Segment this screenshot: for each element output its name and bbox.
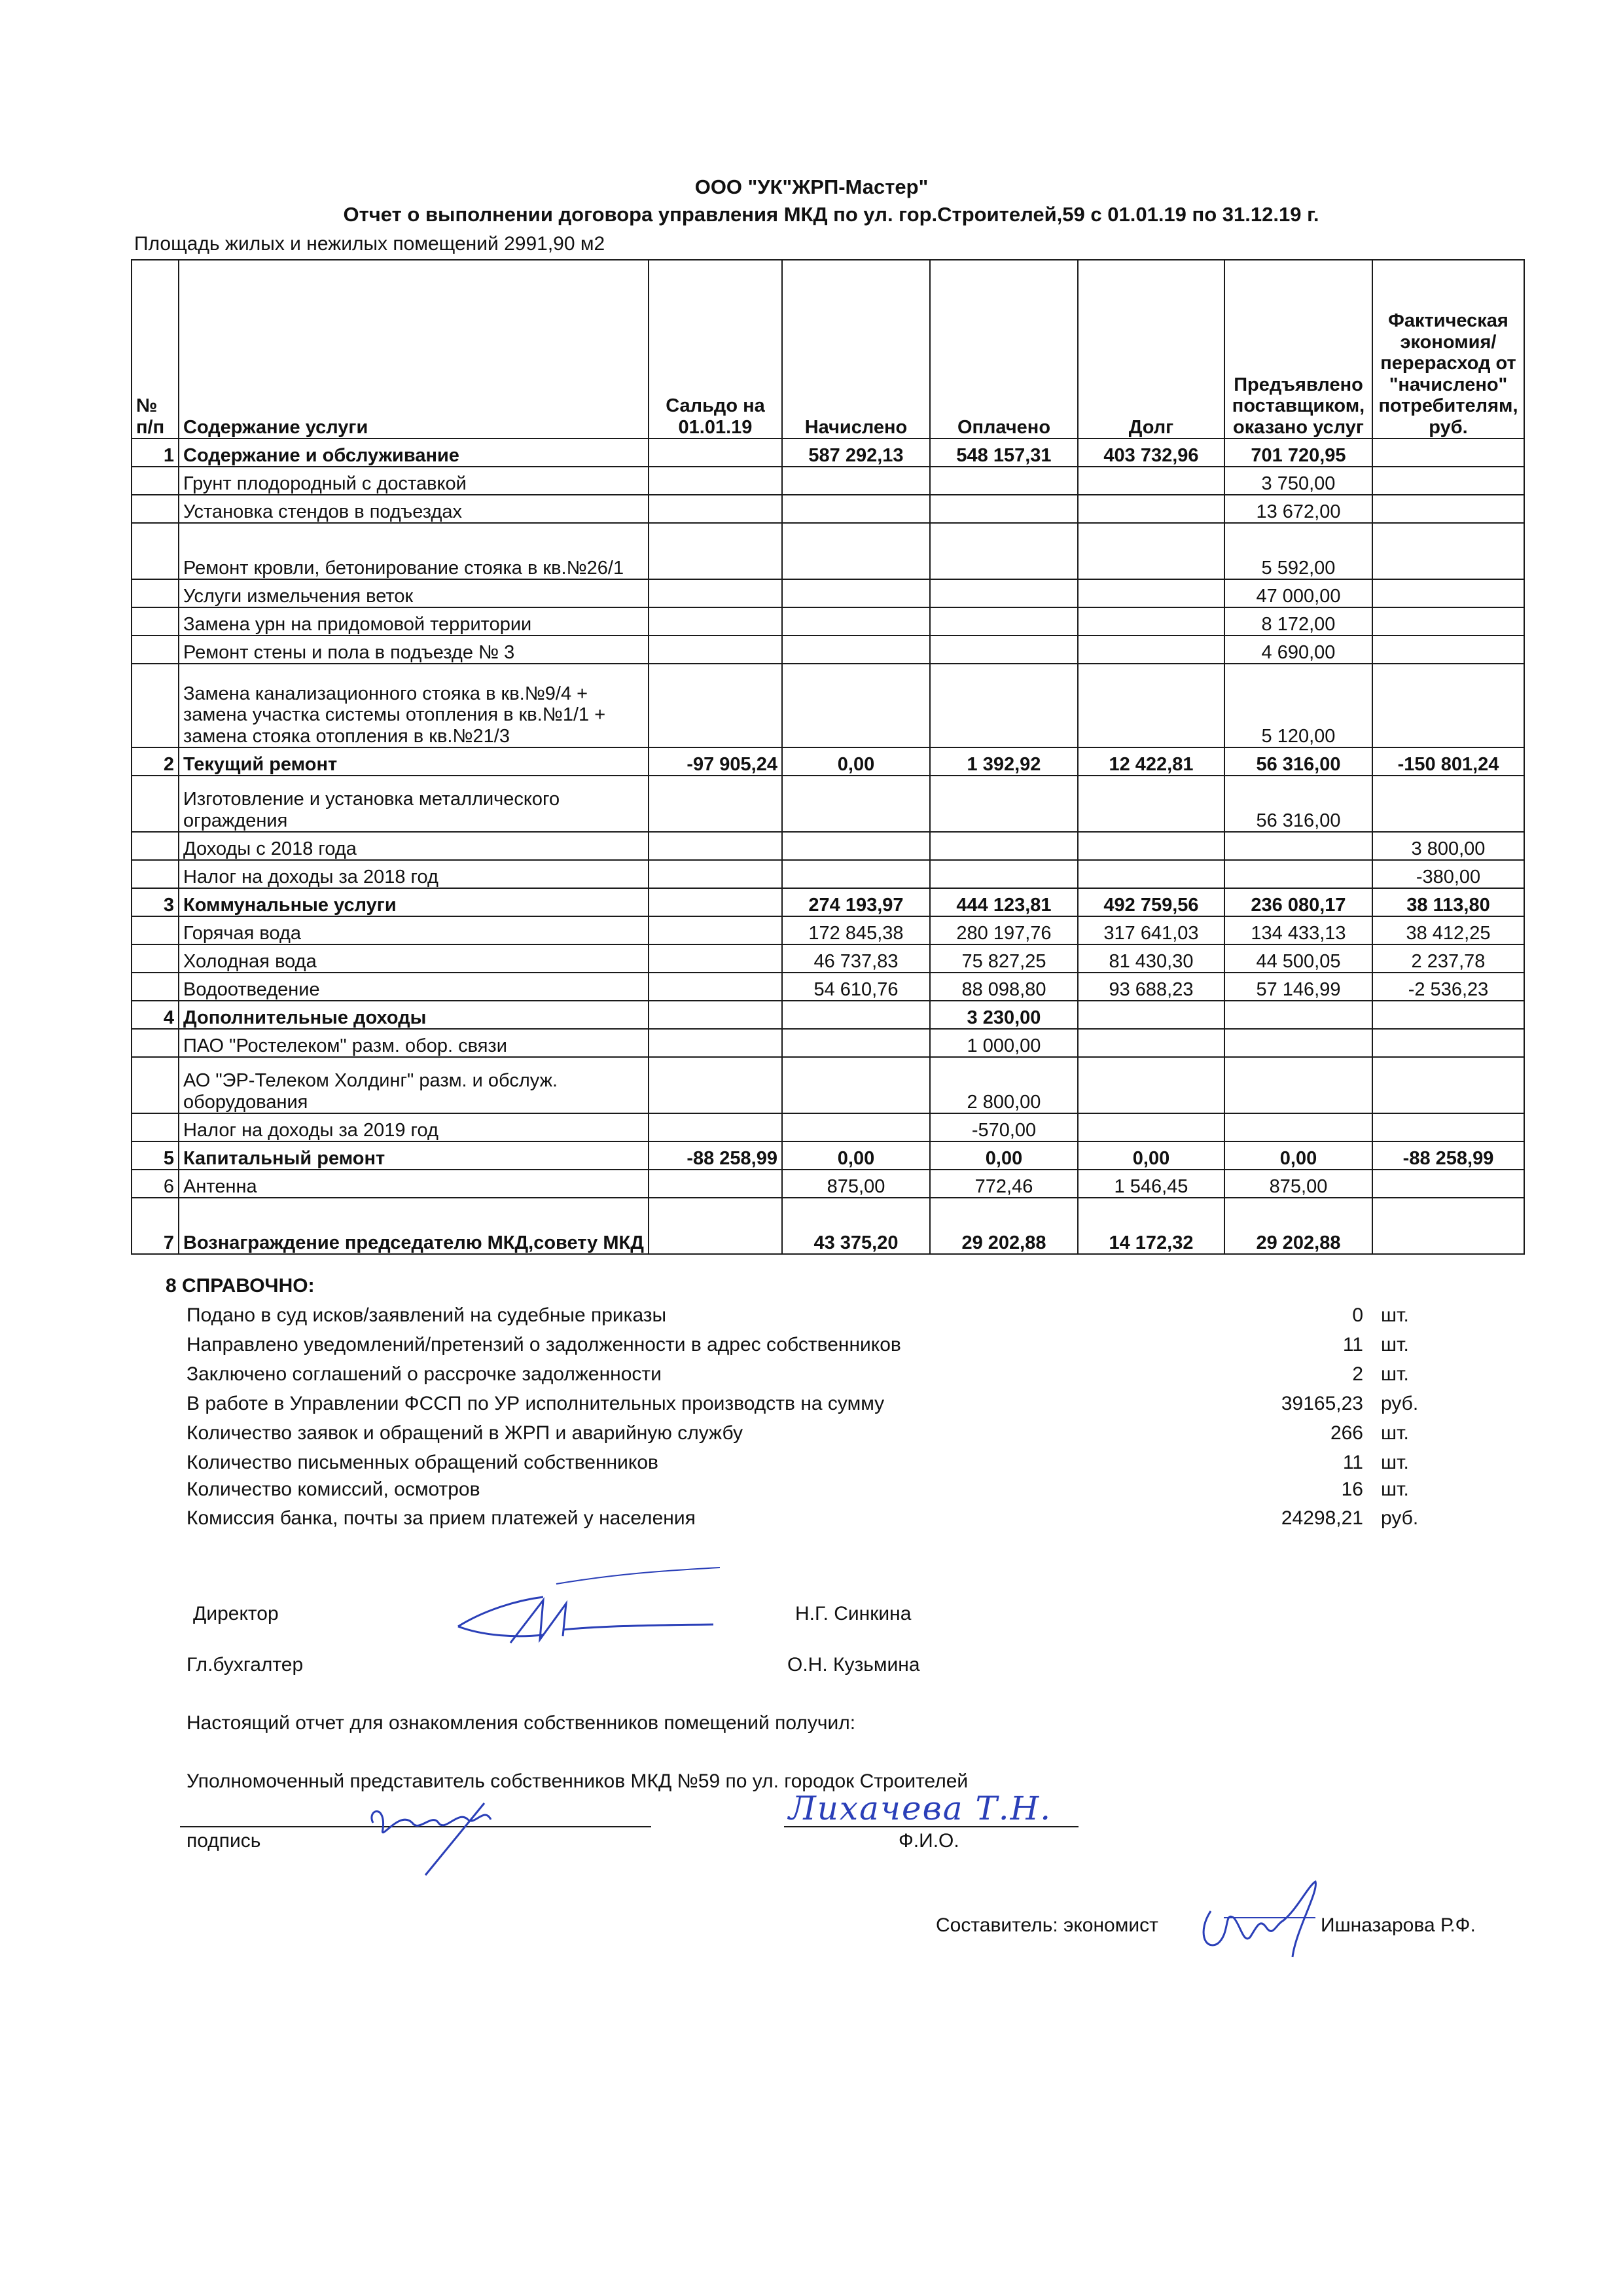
table-row — [132, 1170, 1524, 1198]
cell-paid — [930, 523, 1078, 579]
cell-actual: -88 258,99 — [1372, 1141, 1524, 1170]
cell-num — [132, 1029, 179, 1057]
reference-label: Заключено соглашений о рассрочке задолженности — [187, 1363, 662, 1385]
cell-charged — [782, 860, 930, 888]
cell-num: 7 — [132, 1198, 179, 1254]
table-row — [132, 636, 1524, 664]
cell-supplied: 5 592,00 — [1224, 523, 1372, 579]
cell-supplied — [1224, 860, 1372, 888]
cell-service: Коммунальные услуги — [179, 888, 649, 916]
cell-balance — [649, 579, 782, 607]
director-signature — [445, 1564, 720, 1662]
cell-paid — [930, 832, 1078, 860]
cell-num — [132, 607, 179, 636]
cell-service: Дополнительные доходы — [179, 1001, 649, 1029]
cell-num: 5 — [132, 1141, 179, 1170]
reference-unit: шт. — [1381, 1304, 1409, 1326]
cell-service: Доходы с 2018 года — [179, 832, 649, 860]
cell-balance — [649, 860, 782, 888]
cell-supplied — [1224, 832, 1372, 860]
cell-service: Установка стендов в подъездах — [179, 495, 649, 523]
cell-supplied: 3 750,00 — [1224, 467, 1372, 495]
cell-charged — [782, 636, 930, 664]
cell-num — [132, 973, 179, 1001]
cell-charged — [782, 579, 930, 607]
cell-service: Изготовление и установка металлического ограждения — [179, 776, 649, 832]
cell-balance — [649, 944, 782, 973]
cell-supplied — [1224, 1029, 1372, 1057]
table-row — [132, 607, 1524, 636]
cell-balance — [649, 523, 782, 579]
report-title: Отчет о выполнении договора управления МКД по ул. гор.Строителей,59 с 01.01.19 по 31.12.19 г. — [343, 203, 1319, 226]
table-row — [132, 1113, 1524, 1141]
reference-value: 11 — [1342, 1334, 1363, 1355]
cell-service: ПАО "Ростелеком" разм. обор. связи — [179, 1029, 649, 1057]
reference-value: 2 — [1352, 1363, 1363, 1385]
cell-service: Ремонт стены и пола в подъезде № 3 — [179, 636, 649, 664]
cell-debt — [1078, 607, 1224, 636]
table-row — [132, 1057, 1524, 1113]
table-row — [132, 1001, 1524, 1029]
cell-debt: 93 688,23 — [1078, 973, 1224, 1001]
cell-num: 4 — [132, 1001, 179, 1029]
cell-num — [132, 467, 179, 495]
reference-unit: шт. — [1381, 1422, 1409, 1444]
cell-charged — [782, 523, 930, 579]
reference-value: 11 — [1342, 1452, 1363, 1473]
table-row — [132, 888, 1524, 916]
cell-supplied — [1224, 1113, 1372, 1141]
sign-caption: подпись — [187, 1830, 261, 1852]
cell-debt: 317 641,03 — [1078, 916, 1224, 944]
table-row — [132, 523, 1524, 579]
cell-charged: 43 375,20 — [782, 1198, 930, 1254]
cell-debt: 81 430,30 — [1078, 944, 1224, 973]
header-paid: Оплачено — [930, 260, 1078, 439]
cell-balance — [649, 973, 782, 1001]
cell-actual — [1372, 664, 1524, 747]
cell-paid: 1 392,92 — [930, 747, 1078, 776]
reference-value: 0 — [1352, 1304, 1363, 1326]
cell-supplied — [1224, 1001, 1372, 1029]
cell-charged: 54 610,76 — [782, 973, 930, 1001]
cell-supplied: 44 500,05 — [1224, 944, 1372, 973]
cell-debt: 0,00 — [1078, 1141, 1224, 1170]
cell-paid: 88 098,80 — [930, 973, 1078, 1001]
header-actual: Фактическая экономия/перерасход от "начислено" потребителям, руб. — [1372, 260, 1524, 439]
cell-paid: 75 827,25 — [930, 944, 1078, 973]
cell-actual — [1372, 776, 1524, 832]
representative-text: Уполномоченный представитель собственников МКД №59 по ул. городок Строителей — [187, 1770, 969, 1792]
table-row — [132, 1198, 1524, 1254]
header-num: № п/п — [132, 260, 179, 439]
reference-label: Количество письменных обращений собственников — [187, 1452, 658, 1473]
cell-actual: 38 113,80 — [1372, 888, 1524, 916]
cell-num: 3 — [132, 888, 179, 916]
cell-balance — [649, 607, 782, 636]
cell-charged: 46 737,83 — [782, 944, 930, 973]
reference-unit: шт. — [1381, 1363, 1409, 1385]
cell-debt: 12 422,81 — [1078, 747, 1224, 776]
area-info: Площадь жилых и нежилых помещений 2991,90 м2 — [134, 233, 605, 255]
cell-actual — [1372, 523, 1524, 579]
cell-supplied: 47 000,00 — [1224, 579, 1372, 607]
table-row — [132, 860, 1524, 888]
cell-charged — [782, 1029, 930, 1057]
cell-charged — [782, 1113, 930, 1141]
cell-num — [132, 664, 179, 747]
cell-charged: 0,00 — [782, 747, 930, 776]
cell-service: Грунт плодородный с доставкой — [179, 467, 649, 495]
cell-balance — [649, 1113, 782, 1141]
cell-supplied: 5 120,00 — [1224, 664, 1372, 747]
accountant-label: Гл.бухгалтер — [187, 1654, 304, 1676]
cell-supplied: 13 672,00 — [1224, 495, 1372, 523]
cell-paid: 3 230,00 — [930, 1001, 1078, 1029]
cell-debt — [1078, 523, 1224, 579]
cell-paid — [930, 467, 1078, 495]
cell-supplied: 0,00 — [1224, 1141, 1372, 1170]
cell-actual — [1372, 439, 1524, 467]
cell-charged — [782, 607, 930, 636]
reference-unit: руб. — [1381, 1507, 1419, 1529]
cell-charged — [782, 467, 930, 495]
cell-balance — [649, 832, 782, 860]
cell-actual — [1372, 607, 1524, 636]
table-row — [132, 1141, 1524, 1170]
cell-num — [132, 944, 179, 973]
cell-num — [132, 1113, 179, 1141]
cell-num — [132, 495, 179, 523]
cell-debt: 14 172,32 — [1078, 1198, 1224, 1254]
cell-paid: 548 157,31 — [930, 439, 1078, 467]
header-charged: Начислено — [782, 260, 930, 439]
cell-charged — [782, 1001, 930, 1029]
cell-paid: 2 800,00 — [930, 1057, 1078, 1113]
cell-paid — [930, 607, 1078, 636]
cell-actual — [1372, 495, 1524, 523]
cell-actual — [1372, 1057, 1524, 1113]
cell-balance — [649, 495, 782, 523]
cell-service: АО "ЭР-Телеком Холдинг" разм. и обслуж. оборудования — [179, 1057, 649, 1113]
cell-service: Текущий ремонт — [179, 747, 649, 776]
reference-unit: шт. — [1381, 1452, 1409, 1473]
cell-debt — [1078, 664, 1224, 747]
cell-balance — [649, 664, 782, 747]
cell-charged: 0,00 — [782, 1141, 930, 1170]
reference-value: 266 — [1330, 1422, 1363, 1444]
cell-actual: 38 412,25 — [1372, 916, 1524, 944]
table-row — [132, 579, 1524, 607]
cell-paid — [930, 860, 1078, 888]
cell-actual — [1372, 1001, 1524, 1029]
cell-balance — [649, 1029, 782, 1057]
reference-unit: шт. — [1381, 1334, 1409, 1355]
cell-balance — [649, 916, 782, 944]
cell-debt — [1078, 1113, 1224, 1141]
cell-paid — [930, 636, 1078, 664]
cell-actual: 3 800,00 — [1372, 832, 1524, 860]
cell-service: Водоотведение — [179, 973, 649, 1001]
compiler-name: Ишназарова Р.Ф. — [1321, 1914, 1476, 1936]
reference-heading: 8 СПРАВОЧНО: — [166, 1275, 315, 1297]
cell-charged — [782, 495, 930, 523]
cell-service: Налог на доходы за 2018 год — [179, 860, 649, 888]
cell-service: Антенна — [179, 1170, 649, 1198]
header-balance: Сальдо на 01.01.19 — [649, 260, 782, 439]
table-row — [132, 944, 1524, 973]
cell-supplied: 236 080,17 — [1224, 888, 1372, 916]
cell-actual — [1372, 467, 1524, 495]
cell-supplied: 701 720,95 — [1224, 439, 1372, 467]
cell-paid: 280 197,76 — [930, 916, 1078, 944]
cell-paid — [930, 776, 1078, 832]
compiler-label: Составитель: экономист — [936, 1914, 1158, 1936]
reference-label: Направлено уведомлений/претензий о задолженности в адрес собственников — [187, 1334, 901, 1355]
cell-debt — [1078, 832, 1224, 860]
cell-num — [132, 916, 179, 944]
report-table — [131, 259, 1525, 1255]
reference-label: Комиссия банка, почты за прием платежей у населения — [187, 1507, 696, 1529]
cell-balance — [649, 1057, 782, 1113]
cell-debt: 1 546,45 — [1078, 1170, 1224, 1198]
reference-unit: руб. — [1381, 1393, 1419, 1414]
cell-charged: 587 292,13 — [782, 439, 930, 467]
cell-actual — [1372, 1170, 1524, 1198]
cell-actual — [1372, 1029, 1524, 1057]
cell-actual: 2 237,78 — [1372, 944, 1524, 973]
cell-supplied — [1224, 1057, 1372, 1113]
acknowledgement-text: Настоящий отчет для ознакомления собственников помещений получил: — [187, 1712, 856, 1734]
cell-paid: 444 123,81 — [930, 888, 1078, 916]
cell-num — [132, 1057, 179, 1113]
cell-num: 6 — [132, 1170, 179, 1198]
cell-balance — [649, 439, 782, 467]
reference-label: Количество комиссий, осмотров — [187, 1479, 480, 1500]
reference-label: В работе в Управлении ФССП по УР исполнительных производств на сумму — [187, 1393, 885, 1414]
cell-debt: 403 732,96 — [1078, 439, 1224, 467]
cell-service: Ремонт кровли, бетонирование стояка в кв.№26/1 — [179, 523, 649, 579]
director-name: Н.Г. Синкина — [795, 1603, 912, 1624]
cell-charged: 172 845,38 — [782, 916, 930, 944]
cell-charged — [782, 1057, 930, 1113]
cell-debt — [1078, 467, 1224, 495]
cell-actual — [1372, 1198, 1524, 1254]
table-row — [132, 664, 1524, 747]
cell-supplied: 56 316,00 — [1224, 776, 1372, 832]
cell-service: Холодная вода — [179, 944, 649, 973]
cell-paid — [930, 495, 1078, 523]
header-supplied: Предъявлено поставщиком, оказано услуг — [1224, 260, 1372, 439]
cell-num: 2 — [132, 747, 179, 776]
reference-value: 39165,23 — [1281, 1393, 1363, 1414]
cell-paid — [930, 579, 1078, 607]
cell-num — [132, 579, 179, 607]
cell-num — [132, 523, 179, 579]
company-name: ООО "УК"ЖРП-Мастер" — [694, 175, 929, 198]
cell-balance — [649, 1170, 782, 1198]
handwritten-fio: Лихачева Т.Н. — [789, 1789, 1052, 1827]
cell-paid: 0,00 — [930, 1141, 1078, 1170]
cell-actual — [1372, 1113, 1524, 1141]
cell-balance — [649, 467, 782, 495]
cell-actual: -380,00 — [1372, 860, 1524, 888]
cell-debt — [1078, 1001, 1224, 1029]
cell-charged — [782, 776, 930, 832]
table-row — [132, 1029, 1524, 1057]
cell-debt — [1078, 1029, 1224, 1057]
cell-supplied: 8 172,00 — [1224, 607, 1372, 636]
cell-supplied: 29 202,88 — [1224, 1198, 1372, 1254]
reference-unit: шт. — [1381, 1479, 1409, 1500]
cell-num — [132, 636, 179, 664]
cell-paid: 1 000,00 — [930, 1029, 1078, 1057]
cell-supplied: 134 433,13 — [1224, 916, 1372, 944]
header-debt: Долг — [1078, 260, 1224, 439]
reference-value: 24298,21 — [1281, 1507, 1363, 1529]
cell-charged: 274 193,97 — [782, 888, 930, 916]
cell-balance: -97 905,24 — [649, 747, 782, 776]
cell-actual: -2 536,23 — [1372, 973, 1524, 1001]
reference-label: Подано в суд исков/заявлений на судебные приказы — [187, 1304, 667, 1326]
cell-actual — [1372, 579, 1524, 607]
cell-service: Налог на доходы за 2019 год — [179, 1113, 649, 1141]
cell-num: 1 — [132, 439, 179, 467]
table-row — [132, 916, 1524, 944]
table-row — [132, 776, 1524, 832]
cell-debt — [1078, 776, 1224, 832]
accountant-name: О.Н. Кузьмина — [787, 1654, 920, 1676]
cell-charged — [782, 832, 930, 860]
cell-debt — [1078, 495, 1224, 523]
header-service: Содержание услуги — [179, 260, 649, 439]
representative-signature — [353, 1784, 510, 1882]
reference-value: 16 — [1341, 1479, 1363, 1500]
cell-supplied: 57 146,99 — [1224, 973, 1372, 1001]
cell-debt — [1078, 579, 1224, 607]
cell-service: Содержание и обслуживание — [179, 439, 649, 467]
cell-num — [132, 860, 179, 888]
cell-debt — [1078, 1057, 1224, 1113]
cell-num — [132, 832, 179, 860]
reference-label: Количество заявок и обращений в ЖРП и аварийную службу — [187, 1422, 743, 1444]
cell-debt — [1078, 636, 1224, 664]
table-row — [132, 467, 1524, 495]
cell-actual: -150 801,24 — [1372, 747, 1524, 776]
table-row — [132, 747, 1524, 776]
cell-service: Замена канализационного стояка в кв.№9/4 + замена участка системы отопления в кв.№1/1 + замена стояка отопления в кв.№21/3 — [179, 664, 649, 747]
table-row — [132, 832, 1524, 860]
cell-supplied: 4 690,00 — [1224, 636, 1372, 664]
cell-service: Услуги измельчения веток — [179, 579, 649, 607]
cell-paid — [930, 664, 1078, 747]
director-label: Директор — [193, 1603, 279, 1624]
cell-paid: 29 202,88 — [930, 1198, 1078, 1254]
cell-supplied: 56 316,00 — [1224, 747, 1372, 776]
cell-debt: 492 759,56 — [1078, 888, 1224, 916]
cell-service: Вознаграждение председателю МКД,совету МКД — [179, 1198, 649, 1254]
fio-caption: Ф.И.О. — [899, 1830, 959, 1852]
cell-balance — [649, 776, 782, 832]
cell-balance — [649, 636, 782, 664]
table-row — [132, 439, 1524, 467]
cell-paid: 772,46 — [930, 1170, 1078, 1198]
cell-balance — [649, 1001, 782, 1029]
cell-num — [132, 776, 179, 832]
cell-supplied: 875,00 — [1224, 1170, 1372, 1198]
table-row — [132, 495, 1524, 523]
cell-charged: 875,00 — [782, 1170, 930, 1198]
cell-service: Замена урн на придомовой территории — [179, 607, 649, 636]
cell-charged — [782, 664, 930, 747]
cell-balance — [649, 1198, 782, 1254]
cell-debt — [1078, 860, 1224, 888]
table-row — [132, 973, 1524, 1001]
cell-paid: -570,00 — [930, 1113, 1078, 1141]
compiler-signature — [1185, 1872, 1329, 1970]
cell-balance: -88 258,99 — [649, 1141, 782, 1170]
cell-service: Капитальный ремонт — [179, 1141, 649, 1170]
cell-service: Горячая вода — [179, 916, 649, 944]
cell-actual — [1372, 636, 1524, 664]
cell-balance — [649, 888, 782, 916]
